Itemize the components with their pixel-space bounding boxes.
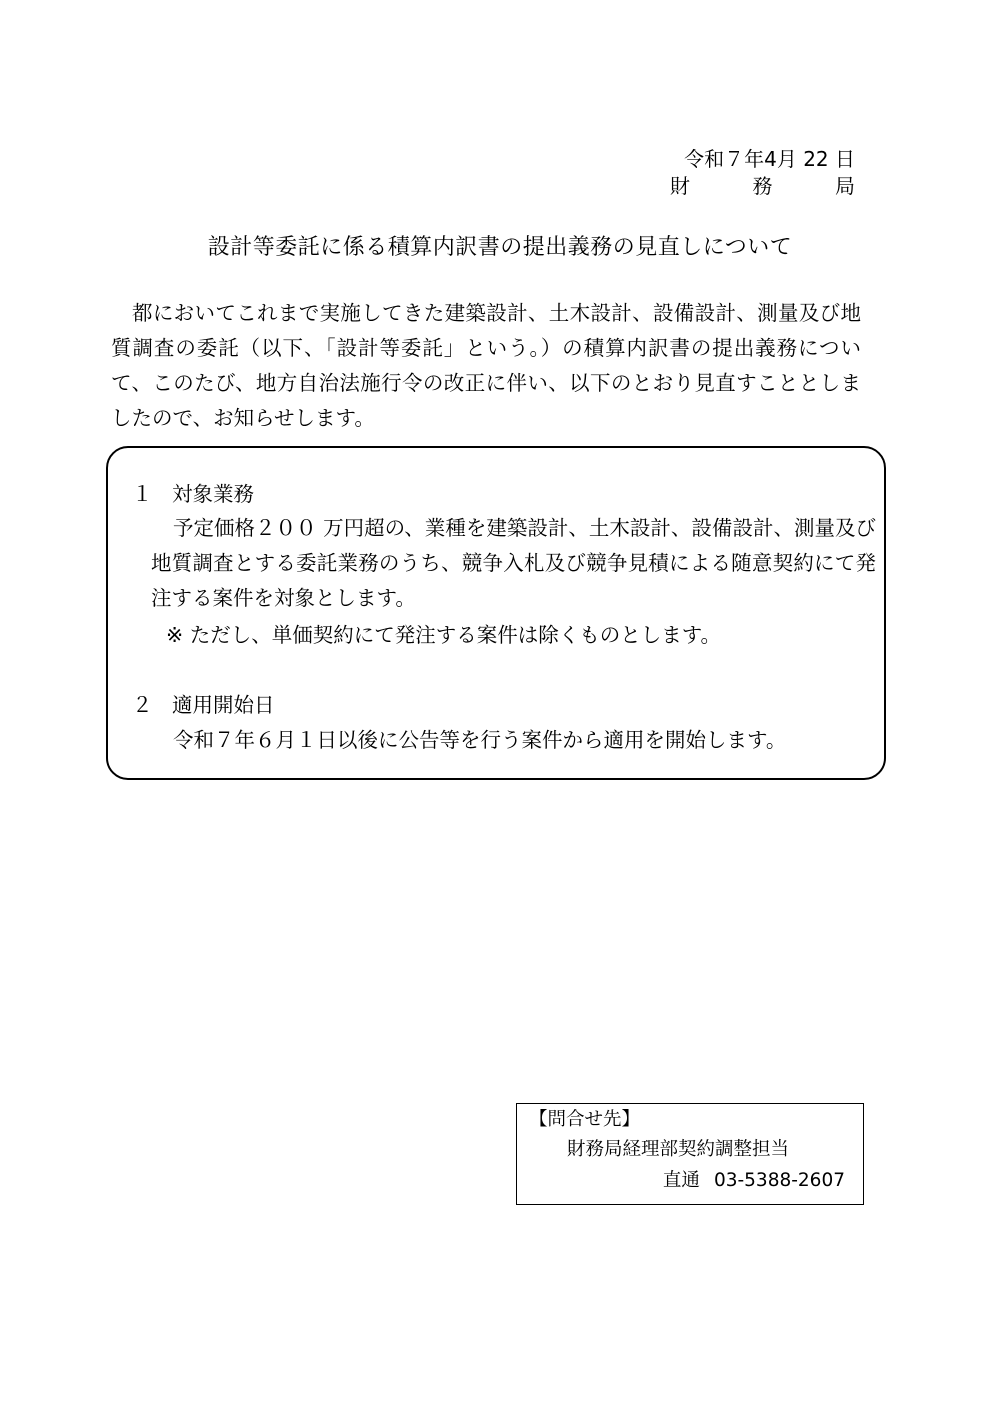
contact-phone [663, 1166, 845, 1196]
section-1-title: 対象業務 [172, 482, 254, 506]
contact-box [516, 1103, 864, 1205]
section-2-heading [132, 688, 275, 723]
date-block [660, 146, 855, 200]
contact-heading: 【問合せ先】 [529, 1109, 641, 1130]
section-1-note: ※ ただし、単価契約にて発注する案件は除くものとします。 [166, 623, 722, 647]
issuing-department: 財 務 局 [670, 174, 855, 198]
contact-department: 財務局経理部契約調整担当 [567, 1139, 790, 1160]
phone-label: 直通 [662, 1170, 700, 1191]
section-1-number: １ [132, 482, 153, 506]
section-1-body: 予定価格２００ 万円超の、業種を建築設計、土木設計、設備設計、測量及び地質調査とする委託業務のうち、競争入札及び競争見積による随意契約にて発注する案件を対象とします。 [151, 516, 876, 610]
notice-box [106, 446, 886, 780]
page-title: 設計等委託に係る積算内訳書の提出義務の見直しについて [207, 235, 793, 260]
issue-date: 令和７年4月 22 日 [684, 147, 855, 171]
section-2-title: 適用開始日 [172, 693, 275, 717]
section-1-heading [132, 477, 254, 512]
intro-paragraph: 都においてこれまで実施してきた建築設計、土木設計、設備設計、測量及び地質調査の委託（以下、「設計等委託」という。）の積算内訳書の提出義務について、このたび、地方自治法施行令の改正に伴い、以下のとおり見直すこととしましたので、お知らせします。 [111, 301, 861, 430]
section-2-number: ２ [132, 693, 153, 717]
section-2-body: 令和７年６月１日以後に公告等を行う案件から適用を開始します。 [173, 728, 787, 752]
phone-number: 03-5388-2607 [713, 1170, 845, 1191]
